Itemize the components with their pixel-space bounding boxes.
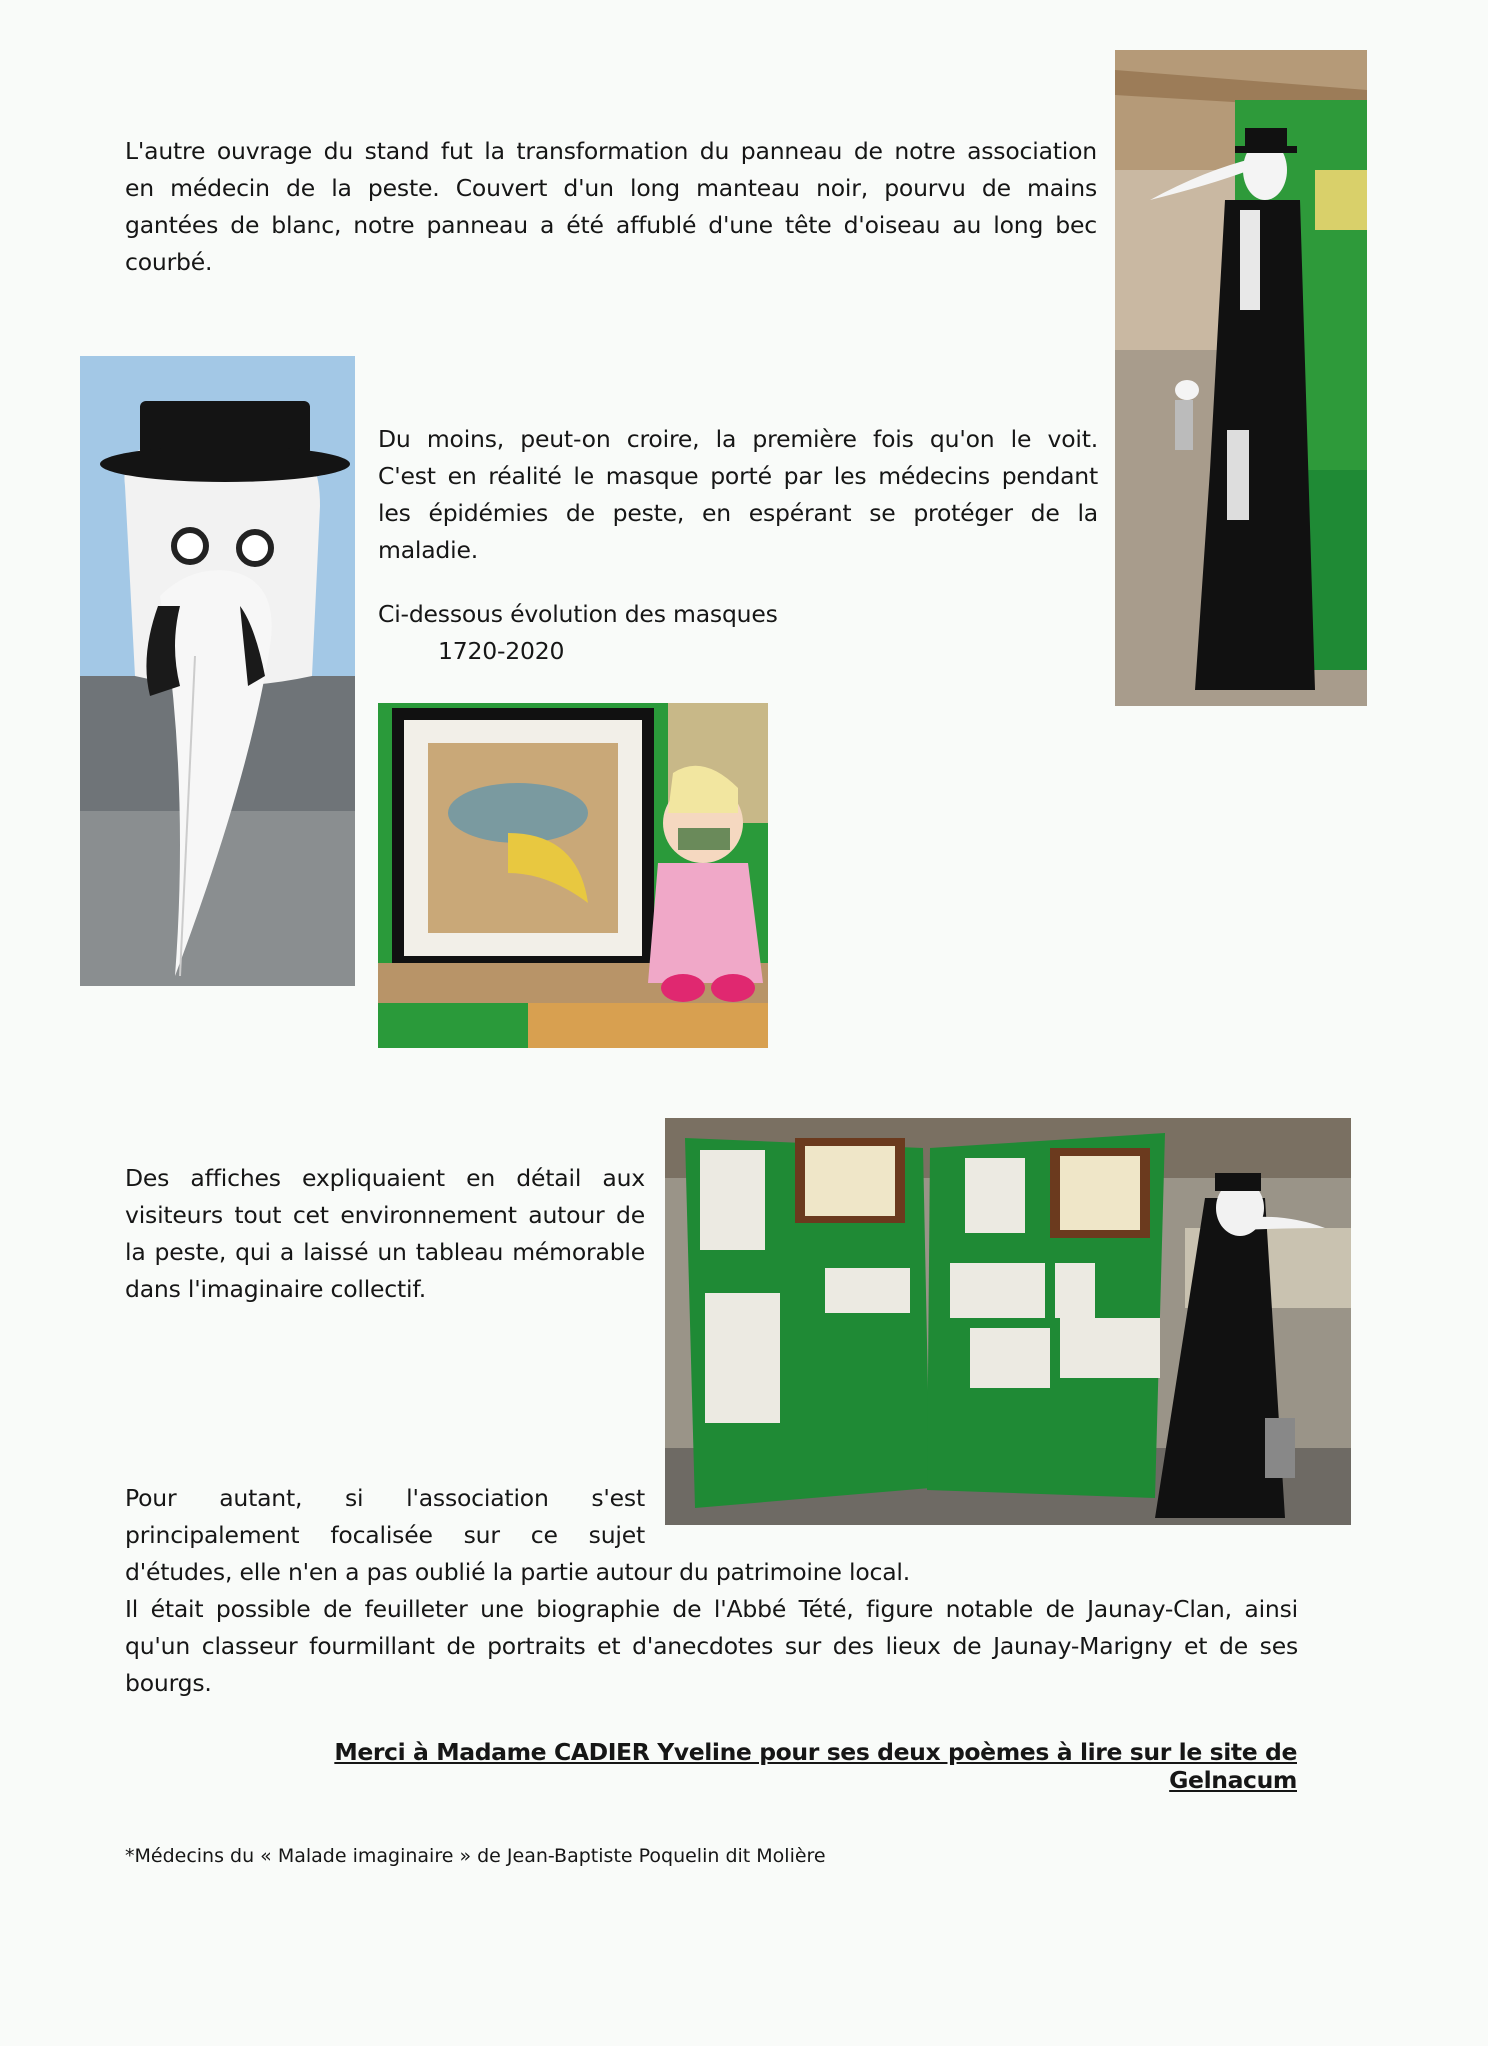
text-line: qu'un classeur fourmillant de portraits et d'anecdotes sur des lieux de Jaunay-Marigny et de ses: [125, 1632, 1298, 1660]
text-line: visiteurs tout cet environnement autour de: [125, 1201, 645, 1229]
text-line: les épidémies de peste, en espérant se protéger de la: [378, 499, 1098, 527]
paragraph-posters: [125, 1160, 645, 1308]
text-line: gantées de blanc, notre panneau a été affublé d'une tête d'oiseau au long bec: [125, 211, 1097, 239]
text-line: principalement focalisée sur ce sujet: [125, 1521, 645, 1549]
text-line: la peste, qui a laissé un tableau mémorable: [125, 1238, 645, 1266]
text-line: dans l'imaginaire collectif.: [125, 1275, 426, 1303]
text-line: en médecin de la peste. Couvert d'un long manteau noir, pourvu de mains: [125, 174, 1097, 202]
paragraph-intro: [125, 133, 1097, 281]
text-line: Du moins, peut-on croire, la première fois qu'on le voit.: [378, 425, 1098, 453]
text-line: Pour autant, si l'association s'est: [125, 1484, 645, 1512]
text-line: courbé.: [125, 248, 213, 276]
caption-year: 1720-2020: [438, 637, 565, 665]
caption-line: Ci-dessous évolution des masques: [378, 600, 778, 628]
framed-drawing-doll-photo: [378, 703, 768, 1048]
text-line: maladie.: [378, 536, 478, 564]
text-line: bourgs.: [125, 1669, 212, 1697]
exhibition-panels-photo: [665, 1118, 1351, 1525]
text-line: Des affiches expliquaient en détail aux: [125, 1164, 645, 1192]
plague-doctor-panel-photo: [1115, 50, 1367, 706]
thanks-link-text: Merci à Madame CADIER Yveline pour ses deux poèmes à lire sur le site de Gelnacum: [334, 1738, 1297, 1794]
text-line: C'est en réalité le masque porté par les médecins pendant: [378, 462, 1098, 490]
text-line: L'autre ouvrage du stand fut la transformation du panneau de notre association: [125, 137, 1097, 165]
plague-mask-photo: [80, 356, 355, 986]
text-line: Il était possible de feuilleter une biographie de l'Abbé Tété, figure notable de Jaunay-Clan, ainsi: [125, 1595, 1298, 1623]
paragraph-mask: [378, 421, 1098, 569]
mask-evolution-caption: [378, 596, 878, 670]
text-line: d'études, elle n'en a pas oublié la partie autour du patrimoine local.: [125, 1558, 911, 1586]
footnote: *Médecins du « Malade imaginaire » de Jean-Baptiste Poquelin dit Molière: [125, 1845, 826, 1867]
